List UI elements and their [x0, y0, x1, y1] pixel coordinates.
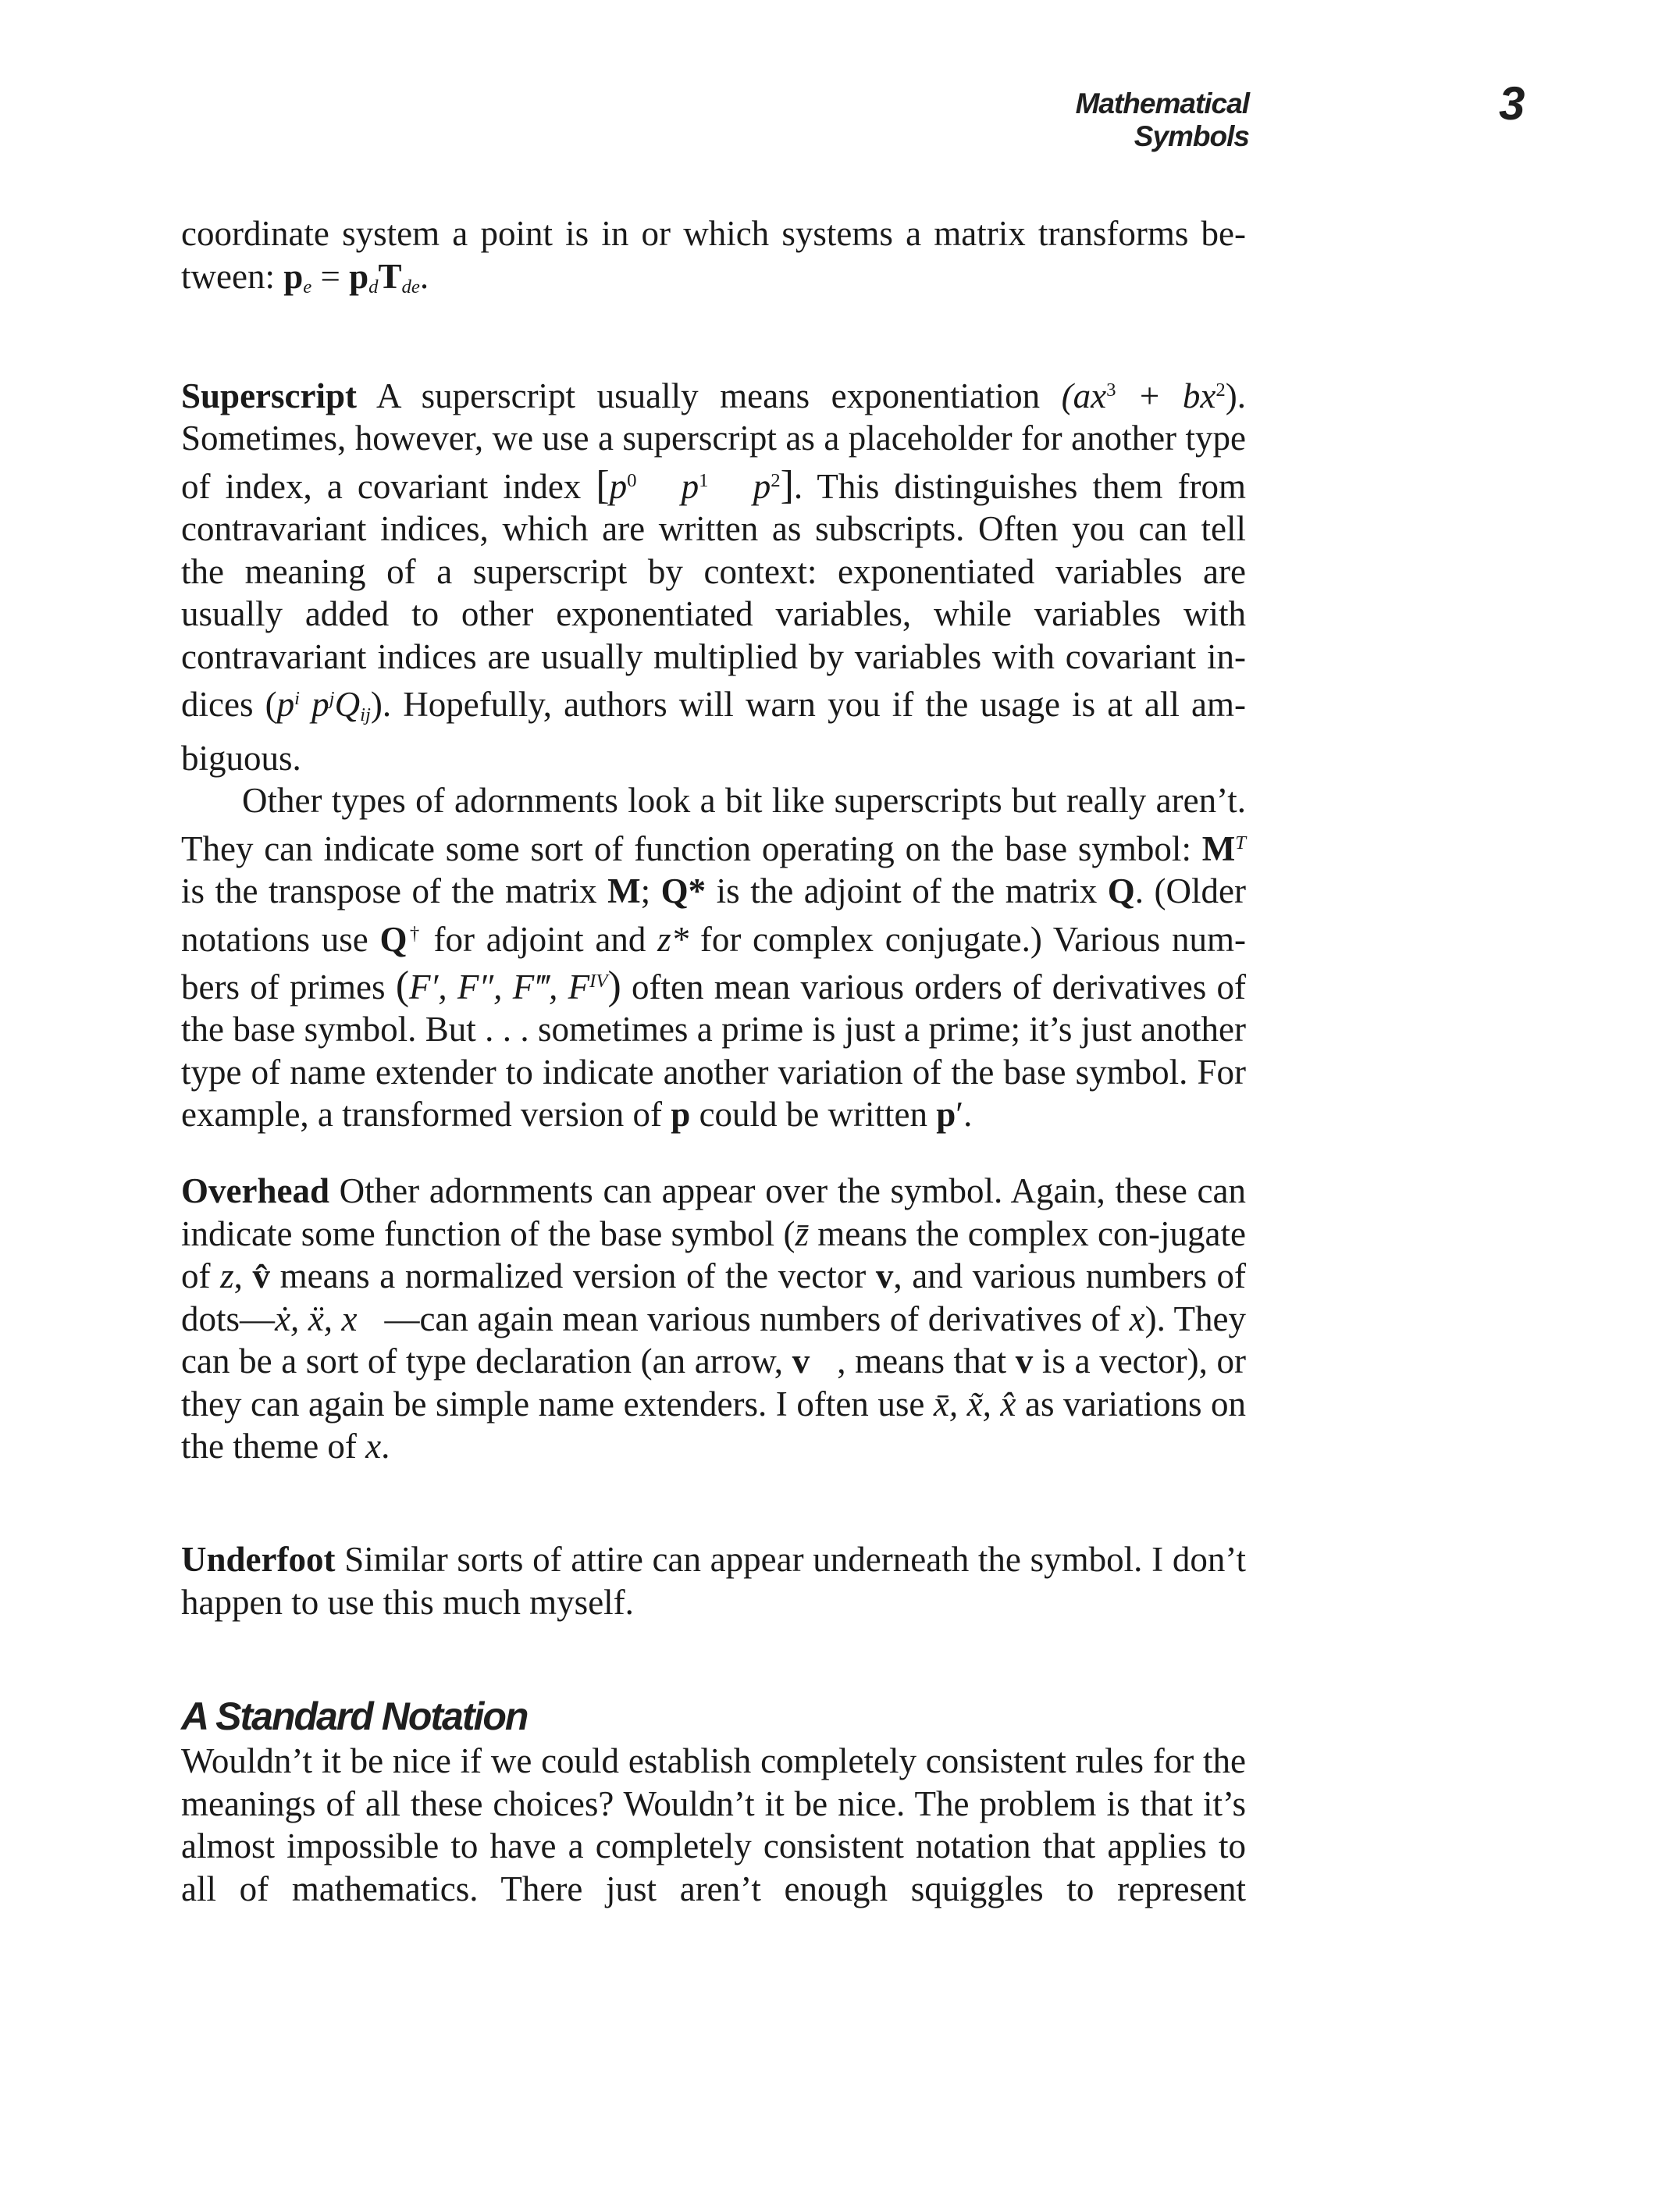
- superscript-section: [181, 369, 1246, 1136]
- superscript-lead: Superscript: [181, 376, 357, 415]
- page-number: 3: [1499, 77, 1525, 130]
- underfoot-paragraph: Underfoot Similar sorts of attire can appear underneath the symbol. I don’t happen to use this much myself.: [181, 1540, 1246, 1622]
- overhead-section: [181, 1170, 1246, 1468]
- superscript-paragraph: Superscript A superscript usually means exponentiation $(ax^3 + bx^2)$. Sometimes, however, we use a superscript as a placeholder for another type of index, a covariant index [$p^0$ $p^1$ $p^2$]. This distinguishes them from contravariant indices, which are written as subscripts. Often you can tell the meaning of a superscript by context: exponentiated variables are usually added to other exponentiated variables, while variables with contravariant indices are usually multiplied by variables with covariant in-dices ($p^i$ $p^jQ_{ij}$). Hopefully, authors will warn you if the usage is at all am-biguous.: [181, 376, 1247, 778]
- section-heading: A Standard Notation: [181, 1694, 528, 1738]
- underfoot-lead: Underfoot: [181, 1540, 336, 1579]
- overhead-lead: Overhead: [181, 1171, 329, 1210]
- adornments-paragraph: Other types of adornments look a bit like superscripts but really aren’t. They can indicate some sort of function operating on the base symbol: $M^T$ is the transpose of the matrix M; Q* is the adjoint of the matrix Q. (Older notations use Q† for adjoint and z* for complex conjugate.) Various num-bers of primes (F′, F″, F‴, $F^{IV}$) often mean various orders of derivatives of the base symbol. But . . . sometimes a prime is just a prime; it’s just another type of name extender to indicate another variation of the base symbol. For example, a transformed version of p could be written p′.: [181, 781, 1246, 1135]
- underfoot-section: [181, 1538, 1246, 1623]
- running-header-title: Mathematical Symbols: [1075, 87, 1249, 152]
- intro-paragraph: coordinate system a point is in or which systems a matrix transforms be-tween: $p_e = p_dT_{de}$.: [181, 214, 1246, 298]
- standard-notation-paragraph: Wouldn’t it be nice if we could establish completely consistent rules for the meanings of all these choices? Wouldn’t it be nice. The problem is that it’s almost impossible to have a completely consistent notation that applies to all of mathematics. There just aren’t enough squiggles to represent: [181, 1741, 1246, 1908]
- intro-block: [181, 212, 1246, 308]
- overhead-paragraph: Overhead Other adornments can appear over the symbol. Again, these can indicate some function of the base symbol (z̄ means the complex con-jugate of z, v̂ means a normalized version of the vector v, and various numbers of dots—ẋ, ẍ, x⃛—can again mean various numbers of derivatives of x). They can be a sort of type declaration (an arrow, v⃗, means that v is a vector), or they can again be simple name extenders. I often use x̄, x̃, x̂ as variations on the theme of x.: [181, 1171, 1247, 1466]
- standard-notation-section: [181, 1693, 1246, 1910]
